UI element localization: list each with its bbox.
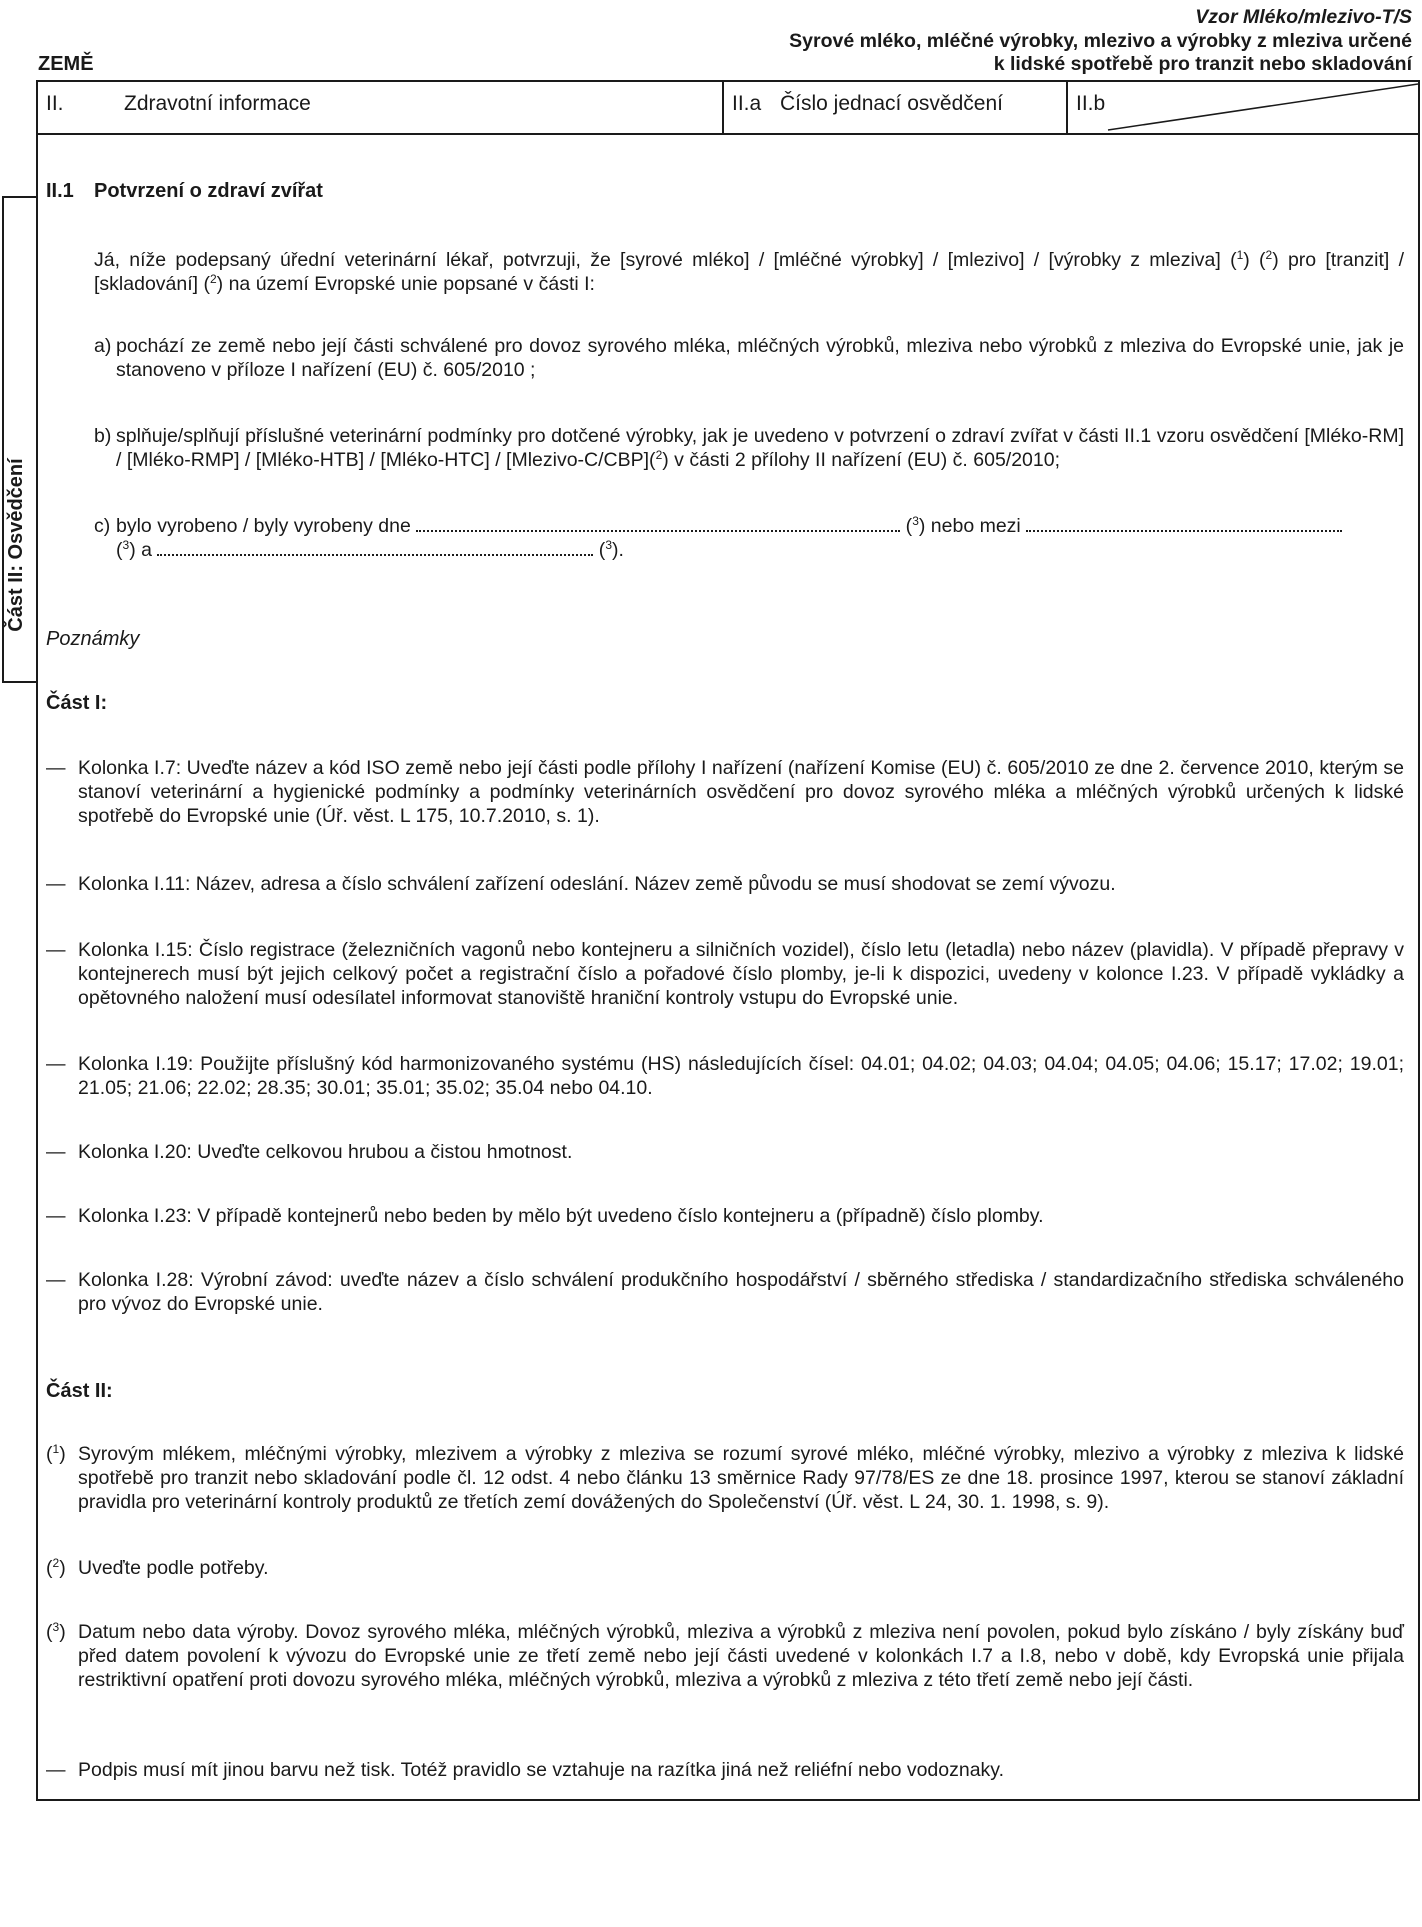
country-label: ZEMĚ <box>38 53 94 75</box>
table-ref-label: Číslo jednací osvědčení <box>780 92 1003 115</box>
item-a-text: pochází ze země nebo její části schválené pro dovoz syrového mléka, mléčných výrobků, mleziva nebo výrobků z mleziva do Evropské unie, jak je stanoveno v příloze I nařízení (EU) č. 605/2010 ; <box>116 335 1404 381</box>
model-label: Vzor Mléko/mlezivo-T/S <box>1195 6 1412 28</box>
notes-title: Poznámky <box>46 628 140 650</box>
part1-item: — Kolonka I.19: Použijte příslušný kód harmonizovaného systému (HS) následujících čísel: 04.01; 04.02; 04.03; 04.04; 04.05; 04.06; 15.17; 17.02; 19.01; 21.05; 21.06; 22.02; 28.35; 30.01; 35.01; 35.02; 35.04 nebo 04.10. <box>46 1053 1404 1099</box>
part1-item: — Kolonka I.28: Výrobní závod: uveďte název a číslo schválení produkčního hospodářství / sběrného střediska / standardizačního střediska schváleného pro vývoz do Evropské unie. <box>46 1269 1404 1315</box>
intro-paragraph: Já, níže podepsaný úřední veterinární lékař, potvrzuji, že [syrové mléko] / [mléčné výrobky] / [mlezivo] / [výrobky z mleziva] ($^1$) ($^2$) pro [tranzit] / [skladování] ($^2$) na území Evropské unie popsané v části I: <box>94 248 1404 295</box>
part1-item: — Kolonka I.11: Název, adresa a číslo schválení zařízení odeslání. Název země původu se musí shodovat se zemí vývozu. <box>46 873 1116 895</box>
document-title-line1: Syrové mléko, mléčné výrobky, mlezivo a výrobky z mleziva určené <box>789 30 1412 52</box>
table-iib-label: II.b <box>1076 92 1106 115</box>
diagonal-line <box>1068 82 1418 132</box>
part1-item: — Kolonka I.7: Uveďte název a kód ISO země nebo její části podle přílohy I nařízení (nařízení Komise (EU) č. 605/2010 ze dne 2. července 2010, kterým se stanoví veterinární a hygienické podmínky a podmínky veterinárních osvědčení pro dovoz syrového mléka a mléčných výrobků určených k lidské spotřebě do Evropské unie (Úř. věst. L 175, 10.7.2010, s. 1). <box>46 757 1404 827</box>
date-field-1[interactable] <box>416 514 900 532</box>
date-field-3[interactable] <box>157 538 593 556</box>
table-section-number: II. <box>46 92 64 115</box>
part2-title: Část II: <box>46 1380 113 1402</box>
part1-item: — Kolonka I.23: V případě kontejnerů nebo beden by mělo být uvedeno číslo kontejneru a (případně) číslo plomby. <box>46 1205 1044 1227</box>
item-c-text: bylo vyrobeno / byly vyrobeny dne ($^3$) nebo mezi ($^3$) a ($^3$). <box>116 514 1404 562</box>
item-a-label: a) <box>94 335 112 357</box>
date-field-2[interactable] <box>1026 514 1342 532</box>
side-label: Část II: Osvědčení <box>5 458 27 632</box>
item-c-label: c) <box>94 515 111 537</box>
item-b-label: b) <box>94 425 112 447</box>
table-ref-number: II.a <box>732 92 762 115</box>
part1-item: — Kolonka I.20: Uveďte celkovou hrubou a čistou hmotnost. <box>46 1141 573 1163</box>
table-health-info-label: Zdravotní informace <box>124 92 311 115</box>
section-number: II.1 <box>46 180 74 202</box>
part1-title: Část I: <box>46 692 108 714</box>
footnote-item: ($^1$) Syrovým mlékem, mléčnými výrobky, mlezivem a výrobky z mleziva se rozumí syrové mléko, mléčné výrobky, mlezivo a výrobky z mleziva k lidské spotřebě pro tranzit nebo skladování podle čl. 12 odst. 4 nebo článku 13 směrnice Rady 97/78/ES ze dne 18. prosince 1997, kterou se stanoví základní pravidla pro veterinární kontroly produktů ze třetích zemí dovážených do Společenství (Úř. věst. L 24, 30. 1. 1998, s. 9). <box>46 1442 1404 1513</box>
footnote-item: ($^3$) Datum nebo data výroby. Dovoz syrového mléka, mléčných výrobků, mleziva a výrobků z mleziva není povolen, pokud bylo získáno / byly získány buď před datem povolení k vývozu do Evropské unie ze třetí země nebo její části uvedené v kolonkách I.7 a I.8, nebo v době, kdy Evropská unie přijala restriktivní opatření proti dovozu syrového mléka, mléčných výrobků, mleziva a výrobků z mleziva z této třetí země nebo její části. <box>46 1620 1404 1691</box>
document-title-line2: k lidské spotřebě pro tranzit nebo skladování <box>993 53 1412 75</box>
section-title: Potvrzení o zdraví zvířat <box>94 180 323 202</box>
footnote-item: ($^2$) Uveďte podle potřeby. <box>46 1556 269 1579</box>
item-b-text: splňuje/splňují příslušné veterinární podmínky pro dotčené výrobky, jak je uvedeno v potvrzení o zdraví zvířat v části II.1 vzoru osvědčení [Mléko-RM] / [Mléko-RMP] / [Mléko-HTB] / [Mléko-HTC] / [Mlezivo-C/CBP]($^2$) v části 2 přílohy II nařízení (EU) č. 605/2010; <box>116 425 1404 471</box>
signature-note: — Podpis musí mít jinou barvu než tisk. Totéž pravidlo se vztahuje na razítka jiná než reliéfní nebo vodoznaky. <box>46 1759 1005 1781</box>
part1-item: — Kolonka I.15: Číslo registrace (železničních vagonů nebo kontejneru a silničních vozidel), číslo letu (letadla) nebo název (plavidla). V případě přepravy v kontejnerech musí být jejich celkový počet a registrační číslo a pořadové číslo plomby, je-li k dispozici, uvedeny v kolonce I.23. V případě vykládky a opětovného naložení musí odesílatel informovat stanoviště hraniční kontroly vstupu do Evropské unie. <box>46 939 1404 1009</box>
